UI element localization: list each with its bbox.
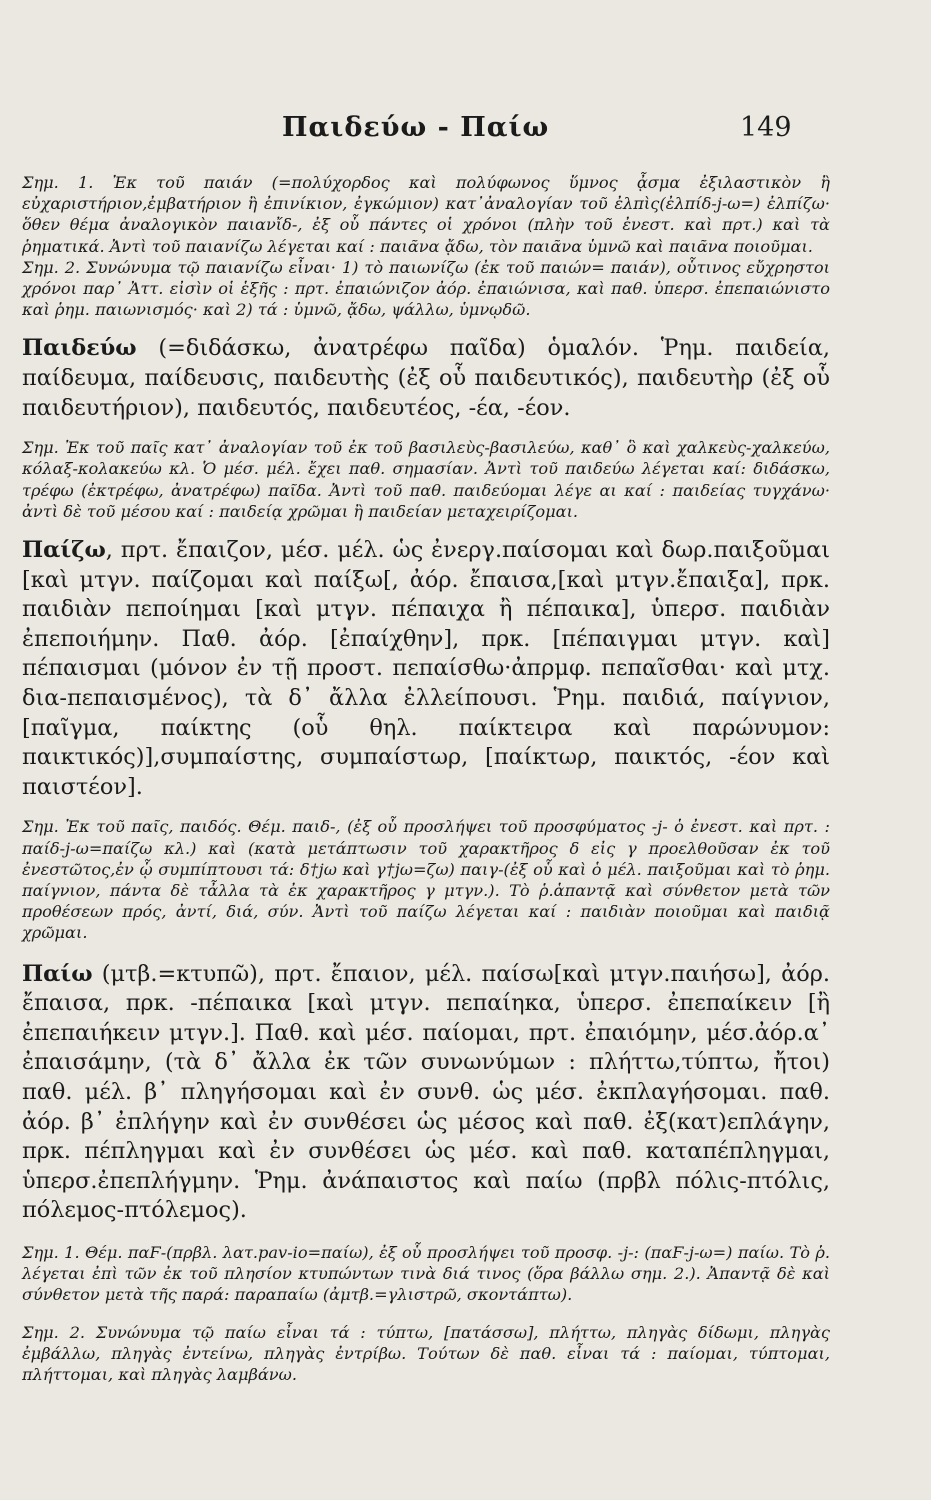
note-synonyms-paianizo: Σημ. 2. Συνώνυμα τῷ παιανίζω εἶναι· 1) τὸ παιωνίζω (ἐκ τοῦ παιών= παιάν), οὗτινος εὔχρηστοι χρόνοι παρ᾽ Ἀττ. εἰσὶν οἱ ἑξῆς : πρτ. ἐπαιώνιζον ἀόρ. ἐπαιώνισα, καὶ παθ. ὑπερσ. ἐπεπαιώνιστο καὶ ῥημ. παιωνισμός· καὶ 2) τά : ὑμνῶ, ᾄδω, ψάλλω, ὑμνῳδῶ. (22, 257, 830, 320)
headword-paizo: Παίζω (22, 537, 106, 564)
entry-paideuo (22, 334, 830, 423)
note-paio-2: Σημ. 2. Συνώνυμα τῷ παίω εἶναι τά : τύπτω, [πατάσσω], πλήττω, πληγὰς δίδωμι, πληγὰς ἐμβάλλω, πληγὰς ἐντείνω, πληγὰς ἐντρίβω. Τούτων δὲ παθ. εἶναι τά : παίομαι, τύπτομαι, πλήττομαι, καὶ πληγὰς λαμβάνω. (22, 1322, 830, 1384)
note-paio-1: Σημ. 1. Θέμ. παϜ-(πρβλ. λατ.pav-io=παίω), ἐξ οὗ προσλήψει τοῦ προσφ. -j-: (παϜ-j-ω=) παίω. Τὸ ῥ. λέγεται ἐπὶ τῶν ἐκ τοῦ πλησίον κτυπώντων τινὰ διά τινος (ὅρα βάλλω σημ. 2.). Ἀπαντᾷ δὲ καὶ σύνθετον μετὰ τῆς παρά: παραπαίω (ἀμτβ.=γλιστρῶ, σκοντάπτω). (22, 1242, 830, 1305)
note-paizo: Σημ. Ἐκ τοῦ παῖς, παιδός. Θέμ. παιδ-, (ἐξ οὗ προσλήψει τοῦ προσφύματος -j- ὁ ἐνεστ. καὶ πρτ. : παίδ-j-ω=παίζω κλ.) καὶ (κατὰ μετάπτωσιν τοῦ χαρακτῆρος δ εἰς γ προελθοῦσαν ἐκ τοῦ ἐνεστῶτος,ἐν ᾧ συμπίπτουσι τά: δ†jω καὶ γ†jω=ζω) παιγ-(ἐξ οὗ καὶ ὁ μέλ. παιξοῦμαι καὶ τὸ ῥημ. παίγνιον, πάντα δὲ τἆλλα τὰ ἐκ χαρακτῆρος γ μτγν.). Τὸ ῥ.ἁπαντᾷ καὶ σύνθετον μετὰ τῶν προθέσεων πρός, ἀντί, διά, σύν. Ἀντὶ τοῦ παίζω λέγεται καί : παιδιὰν ποιοῦμαι καὶ παιδιᾷ χρῶμαι. (22, 817, 830, 943)
note-paideuo: Σημ. Ἐκ τοῦ παῖς κατ᾽ ἀναλογίαν τοῦ ἐκ τοῦ βασιλεὺς-βασιλεύω, καθ᾽ ὃ καὶ χαλκεὺς-χαλκεύω, κόλαξ-κολακεύω κλ. Ὁ μέσ. μέλ. ἔχει παθ. σημασίαν. Ἀντὶ τοῦ παιδεύω λέγεται καί: διδάσκω, τρέφω (ἐκτρέφω, ἀνατρέφω) παῖδα. Ἀντὶ τοῦ παθ. παιδεύομαι λέγε αι καί : παιδείας τυγχάνω· ἀντὶ δὲ τοῦ μέσου καί : παιδείᾳ χρῶμαι ἢ παιδείαν μεταχειρίζομαι. (22, 438, 830, 521)
page-header (0, 112, 931, 152)
entry-paideuo-text: (=διδάσκω, ἀνατρέφω παῖδα) ὁμαλόν. Ῥημ. παιδεία, παίδευμα, παίδευσις, παιδευτὴς (ἐξ οὗ παιδευτικός), παιδευτὴρ (ἐξ οὗ παιδευτήριον), παιδευτός, παιδευτέος, -έα, -έον. (22, 335, 830, 421)
entry-paizo (22, 536, 830, 802)
note-paian: Σημ. 1. Ἐκ τοῦ παιάν (=πολύχορδος καὶ πολύφωνος ὕμνος ᾆσμα ἐξιλαστικὸν ἢ εὐχαριστήριον,ἐμβατήριον ἢ ἐπινίκιον, ἐγκώμιον) κατ᾽ἀναλογίαν τοῦ ἐλπὶς(ἐλπίδ-j-ω=) ἐλπίζω· ὅθεν θέμα ἀναλογικὸν παιανἴδ-, ἐξ οὗ πάντες οἱ χρόνοι (πλὴν τοῦ ἐνεστ. καὶ πρτ.) καὶ τὰ ῥηματικά. Ἀντὶ τοῦ παιανίζω λέγεται καί : παιᾶνα ᾄδω, τὸν παιᾶνα ὑμνῶ καὶ παιᾶνα ποιοῦμαι. (22, 173, 830, 256)
entry-paizo-text: , πρτ. ἔπαιζον, μέσ. μέλ. ὡς ἐνεργ.παίσομαι καὶ δωρ.παιξοῦμαι [καὶ μτγν. παίζομαι καὶ παίξω[, ἀόρ. ἔπαισα,[καὶ μτγν.ἔπαιξα], πρκ. παιδιὰν πεποίημαι [καὶ μτγν. πέπαιχα ἢ πέπαικα], ὑπερσ. παιδιὰν ἐπεποιήμην. Παθ. ἀόρ. [ἐπαίχθην], πρκ. [πέπαιγμαι μτγν. καὶ] πέπαισμαι (μόνον ἐν τῇ προστ. πεπαίσθω·ἀπρμφ. πεπαῖσθαι· καὶ μτχ. δια-πεπαισμένος), τὰ δ᾽ ἄλλα ἐλλείπουσι. Ῥημ. παιδιά, παίγνιον, [παῖγμα, παίκτης (οὗ θηλ. παίκτειρα καὶ παρώνυμον: παικτικός)],συμπαίστης, συμπαίστωρ, [παίκτωρ, παικτός, -έον καὶ παιστέον]. (22, 537, 830, 800)
running-title: Παιδεύω - Παίω (282, 112, 550, 143)
entry-paio (22, 960, 830, 1226)
headword-paideuo: Παιδεύω (22, 335, 137, 362)
entry-paio-text: (μτβ.=κτυπῶ), πρτ. ἔπαιον, μέλ. παίσω[καὶ μτγν.παιήσω], ἀόρ. ἔπαισα, πρκ. -πέπαικα [καὶ μτγν. πεπαίηκα, ὑπερσ. ἐπεπαίκειν [ἢ ἐπεπαιήκειν μτγν.]. Παθ. καὶ μέσ. παίομαι, πρτ. ἐπαιόμην, μέσ.ἀόρ.α᾽ ἐπαισάμην, (τὰ δ᾽ ἄλλα ἐκ τῶν συνωνύμων : πλήττω,τύπτω, ἤτοι) παθ. μέλ. β᾽ πληγήσομαι καὶ ἐν συνθ. ὡς μέσ. ἐκπλαγήσομαι. παθ. ἀόρ. β᾽ ἐπλήγην καὶ ἐν συνθέσει ὡς μέσος καὶ παθ. ἐξ(κατ)επλάγην, πρκ. πέπληγμαι καὶ ἐν συνθέσει ὡς μέσ. καὶ παθ. καταπέπληγμαι, ὑπερσ.ἐπεπλήγμην. Ῥημ. ἀνάπαιστος καὶ παίω (πρβλ πόλις-πτόλις, πόλεμος-πτόλεμος). (22, 960, 830, 1224)
dictionary-body (22, 172, 830, 1385)
headword-paio: Παίω (22, 960, 93, 987)
page-number: 149 (740, 112, 792, 143)
